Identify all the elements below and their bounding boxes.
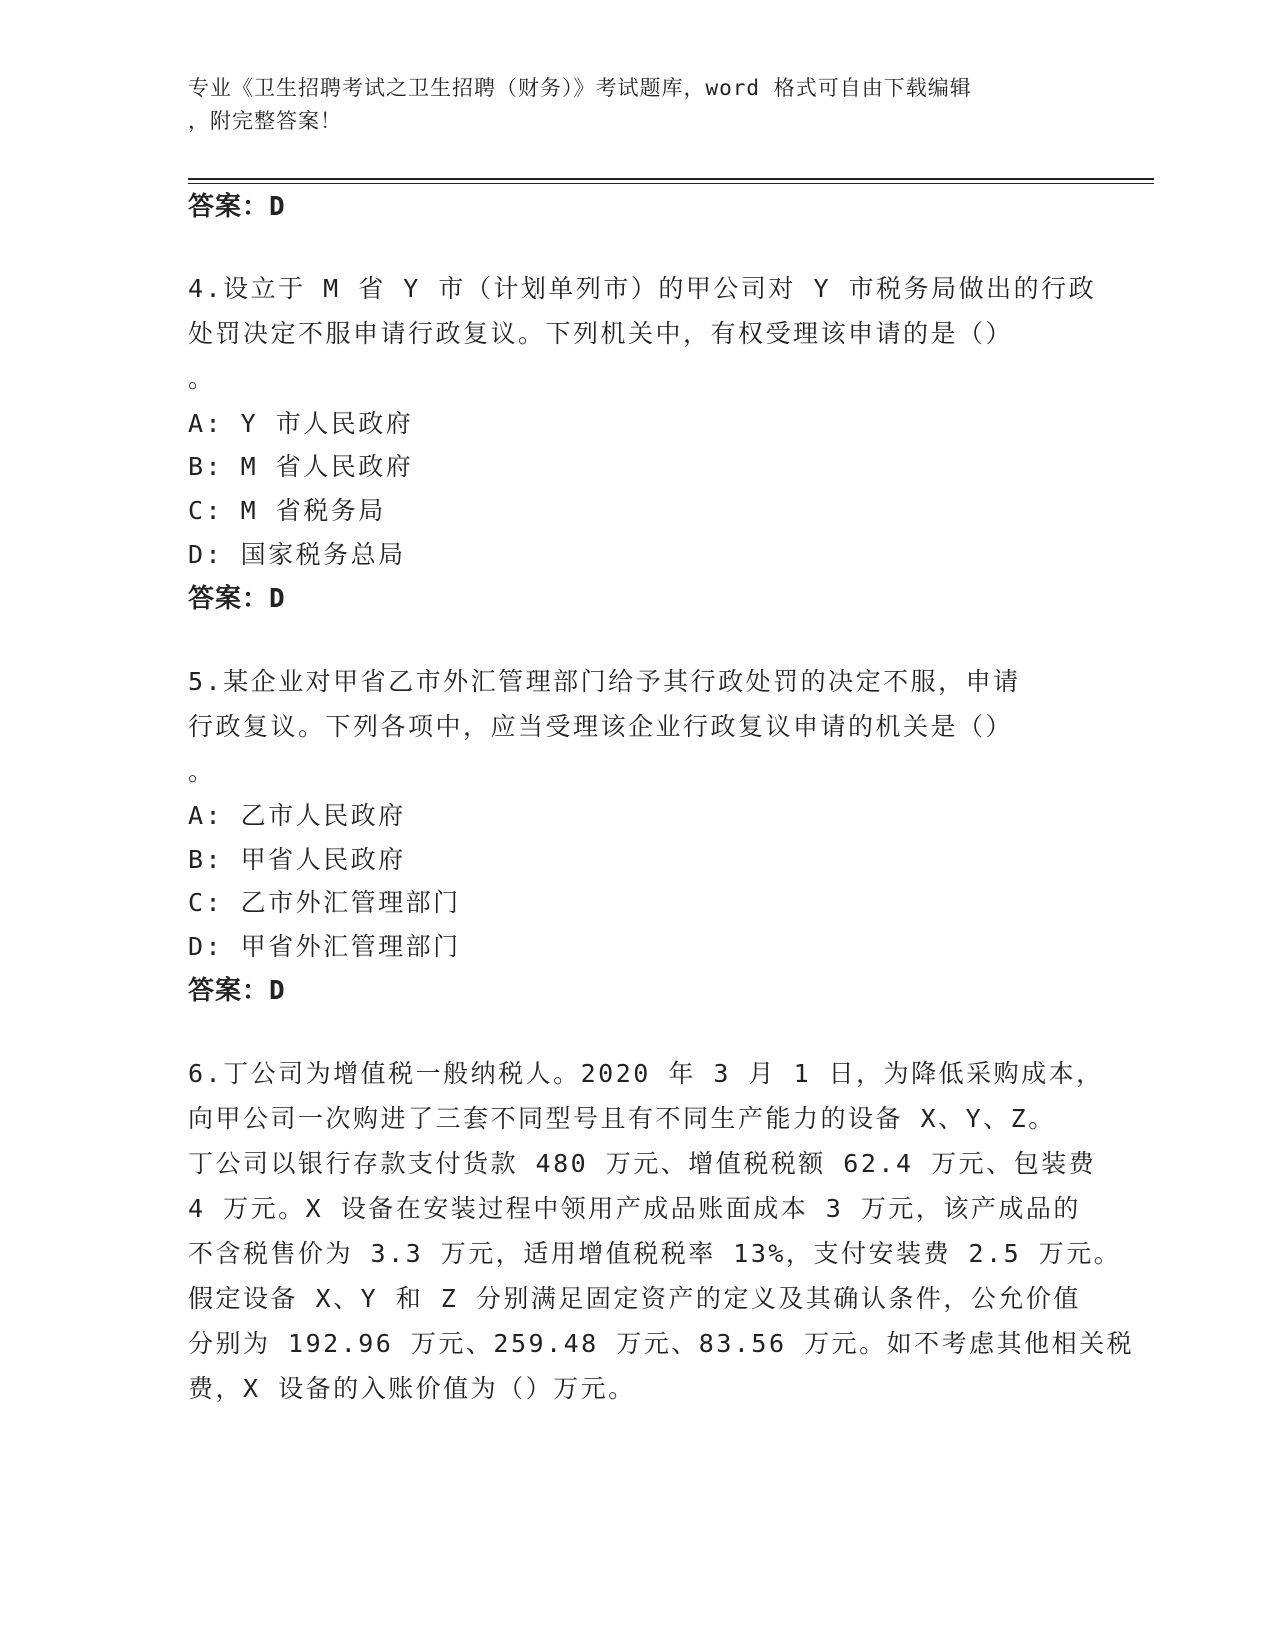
header-line-2: ，附完整答案！ (188, 109, 342, 133)
question-5-line-2: 行政复议。下列各项中，应当受理该企业行政复议申请的机关是（） (188, 712, 1014, 741)
answer-q3 (188, 186, 286, 223)
answer-value: D (269, 192, 286, 222)
question-4-line-2: 处罚决定不服申请行政复议。下列机关中，有权受理该申请的是（） (188, 319, 1014, 348)
answer-prefix: 答案： (188, 584, 270, 614)
option-text: 乙市人民政府 (240, 801, 406, 830)
option-text: M 省人民政府 (240, 452, 414, 481)
option-label: A: (188, 409, 224, 438)
option-text: 甲省外汇管理部门 (240, 932, 461, 961)
option-label: D: (188, 932, 224, 961)
question-5-option-b (188, 840, 406, 876)
question-6-line-5: 不含税售价为 3.3 万元，适用增值税税率 13%，支付安装费 2.5 万元。 (188, 1239, 1122, 1268)
question-5-option-a (188, 796, 406, 832)
question-5-option-c (188, 883, 461, 919)
question-5 (188, 659, 1088, 794)
question-6-line-2: 向甲公司一次购进了三套不同型号且有不同生产能力的设备 X、Y、Z。 (188, 1104, 1056, 1133)
header-line-1: 专业《卫生招聘考试之卫生招聘（财务）》考试题库，word 格式可自由下载编辑 (188, 76, 972, 100)
question-5-line-1: 5.某企业对甲省乙市外汇管理部门给予其行政处罚的决定不服，申请 (188, 667, 1021, 696)
question-4-option-d (188, 535, 406, 571)
question-4-line-1: 4.设立于 M 省 Y 市（计划单列市）的甲公司对 Y 市税务局做出的行政 (188, 274, 1097, 303)
question-4 (188, 266, 1097, 401)
answer-q4 (188, 578, 286, 615)
question-5-line-3: 。 (188, 757, 216, 786)
answer-prefix: 答案： (188, 192, 270, 222)
question-4-option-a (188, 404, 413, 440)
option-text: M 省税务局 (240, 496, 386, 525)
option-label: B: (188, 452, 224, 481)
document-header (188, 72, 1088, 138)
option-text: 甲省人民政府 (240, 845, 406, 874)
answer-prefix: 答案： (188, 976, 270, 1006)
question-6-line-3: 丁公司以银行存款支付货款 480 万元、增值税税额 62.4 万元、包装费 (188, 1149, 1097, 1178)
header-rule-thin (188, 183, 1154, 184)
question-6-line-6: 假定设备 X、Y 和 Z 分别满足固定资产的定义及其确认条件，公允价值 (188, 1284, 1081, 1313)
question-4-line-3: 。 (188, 364, 216, 393)
option-text: 乙市外汇管理部门 (240, 888, 461, 917)
question-4-option-b (188, 447, 413, 483)
option-text: Y 市人民政府 (240, 409, 414, 438)
question-6-line-1: 6.丁公司为增值税一般纳税人。2020 年 3 月 1 日，为降低采购成本， (188, 1059, 1104, 1088)
answer-q5 (188, 970, 286, 1007)
option-label: D: (188, 540, 224, 569)
question-6-line-4: 4 万元。X 设备在安装过程中领用产成品账面成本 3 万元，该产成品的 (188, 1194, 1081, 1223)
question-6-line-8: 费，X 设备的入账价值为（）万元。 (188, 1374, 636, 1403)
question-6-line-7: 分别为 192.96 万元、259.48 万元、83.56 万元。如不考虑其他相关税 (188, 1329, 1135, 1358)
option-label: B: (188, 845, 224, 874)
question-4-option-c (188, 491, 386, 527)
option-label: A: (188, 801, 224, 830)
question-6 (188, 1051, 1135, 1411)
option-text: 国家税务总局 (240, 540, 406, 569)
option-label: C: (188, 496, 224, 525)
option-label: C: (188, 888, 224, 917)
header-rule-thick (188, 178, 1154, 180)
answer-value: D (269, 976, 286, 1006)
question-5-option-d (188, 927, 461, 963)
answer-value: D (269, 584, 286, 614)
